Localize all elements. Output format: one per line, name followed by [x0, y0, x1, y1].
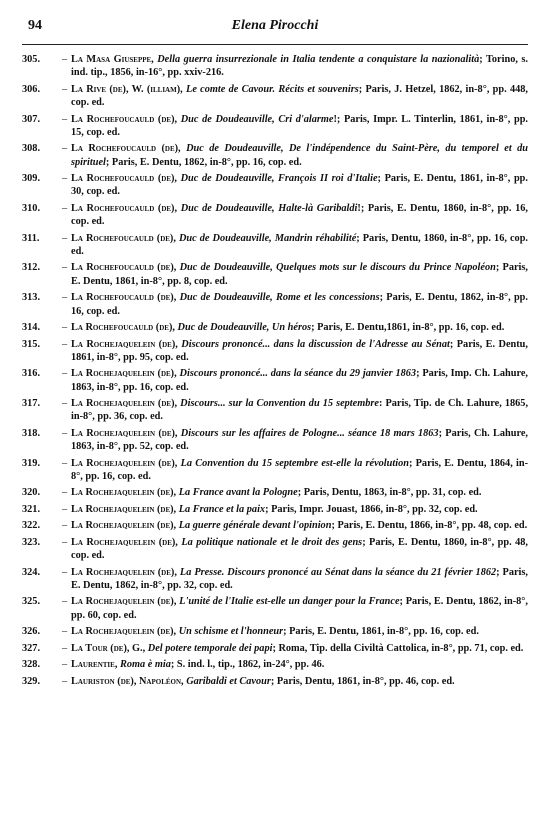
entry-number: 307.: [22, 113, 41, 125]
entry-title: L'unité de l'Italie est-elle un danger pour la France: [179, 596, 400, 608]
bibliography-entry: [22, 536, 528, 563]
entry-number: 315.: [22, 338, 41, 350]
bibliography-entry: [22, 427, 528, 454]
entry-dash: –: [62, 173, 68, 185]
entry-publication: ; Roma, Tip. della Civiltà Cattolica, in-8°, pp. 71, cop. ed.: [272, 642, 524, 654]
bibliography-entry: [22, 338, 528, 365]
entry-dash: –: [62, 368, 68, 380]
entry-dash: –: [62, 520, 68, 532]
entry-publication: ; Paris, E. Dentu, 1862, in-8°, pp. 60, cop. ed.: [71, 596, 528, 621]
entry-author: La Rochejaquelein (de),: [71, 338, 178, 350]
entry-number: 310.: [22, 202, 41, 214]
entry-publication: !; Paris, E. Dentu, 1860, in-8°, pp. 16, cop. ed.: [71, 202, 528, 228]
entry-number: 320.: [22, 487, 41, 499]
entry-author: La Rochefoucauld (de),: [71, 202, 178, 214]
entry-author: La Rochejaquelein (de),: [71, 566, 177, 578]
entry-author: La Rochejaquelein (de),: [71, 487, 177, 499]
entry-author: La Rochefoucauld (de),: [71, 113, 178, 125]
entry-number: 312.: [22, 262, 41, 274]
entry-publication: ; Paris, E. Dentu, 1862, in-8°, pp. 32, cop. ed.: [71, 566, 528, 591]
entry-title: Garibaldi et Cavour: [186, 675, 271, 687]
entry-title: Duc de Doudeauville, Cri d'alarme: [180, 113, 334, 125]
entry-title: Discours prononcé... dans la séance du 29 janvier 1863: [179, 368, 417, 380]
entry-author: La Rochejaquelein (de),: [71, 626, 177, 638]
bibliography-entry: [22, 625, 528, 638]
entry-dash: –: [62, 566, 68, 578]
entry-text: [71, 202, 528, 229]
entry-publication: ; Paris, Dentu, 1863, in-8°, pp. 31, cop. ed.: [297, 487, 482, 499]
entry-author: La Rochefoucauld (de),: [71, 173, 177, 185]
entry-author: La Rochefoucauld (de),: [71, 232, 176, 244]
entry-publication: ; Paris, J. Hetzel, 1862, in-8°, pp. 448, cop. ed.: [71, 83, 529, 109]
entry-author: La Rochefoucauld (de),: [71, 292, 177, 304]
entry-dash: –: [62, 232, 68, 244]
bibliography-entry: [22, 142, 528, 169]
entry-text: [71, 427, 528, 454]
entry-author: La Tour (de), G.,: [71, 642, 146, 654]
entry-dash: –: [62, 338, 68, 350]
entry-title: La guerre générale devant l'opinion: [178, 520, 332, 532]
entry-publication: ; Paris, E. Dentu, 1862, in-8°, pp. 16, cop. ed.: [71, 292, 528, 317]
bibliography-entry: [22, 291, 528, 318]
entry-author: Lauriston (de), Napoléon,: [71, 675, 184, 687]
entry-dash: –: [62, 398, 68, 410]
entry-number: 329.: [22, 675, 41, 687]
entry-text: [71, 261, 528, 288]
running-title: Elena Pirocchi: [231, 18, 319, 33]
entry-number: 324.: [22, 566, 41, 578]
entry-number: 323.: [22, 536, 41, 548]
entry-author: La Rochejaquelein (de),: [71, 368, 177, 380]
entry-text: [71, 321, 528, 334]
entry-title: Duc de Doudeauville, Halte-là Garibaldi: [180, 202, 358, 214]
entry-dash: –: [62, 503, 68, 515]
entry-dash: –: [62, 536, 68, 548]
entry-publication: ; Paris, E. Dentu, 1864, in-8°, pp. 16, cop. ed.: [71, 457, 529, 482]
entry-publication: ; Paris, E. Dentu, 1866, in-8°, pp. 48, cop. ed.: [331, 520, 528, 532]
entry-dash: –: [62, 675, 68, 687]
entry-number: 325.: [22, 596, 41, 608]
entry-dash: –: [62, 322, 68, 334]
entry-title: Discours... sur la Convention du 15 septembre: [180, 398, 379, 410]
page-header: [22, 18, 528, 40]
entry-number: 311.: [22, 232, 40, 244]
entry-publication: ; Paris, E. Dentu, 1861, in-8°, pp. 95, cop. ed.: [71, 338, 528, 363]
bibliography-entry: [22, 519, 528, 532]
entry-text: [71, 291, 528, 318]
entry-dash: –: [62, 292, 68, 304]
entry-title: Della guerra insurrezionale in Italia tendente a conquistare la nazionalità: [157, 54, 480, 65]
entry-title: Un schisme et l'honneur: [178, 626, 284, 638]
entry-author: Laurentie,: [71, 659, 118, 671]
entry-dash: –: [62, 113, 68, 125]
entry-title: Discours prononcé... dans la discussion de l'Adresse au Sénat: [181, 338, 450, 350]
entry-text: [71, 658, 528, 671]
entry-dash: –: [62, 427, 68, 439]
entry-title: La Convention du 15 septembre est-elle la révolution: [180, 457, 409, 469]
entry-text: [71, 675, 528, 688]
entry-text: [71, 519, 528, 532]
entry-publication: ; Paris, E. Dentu,1861, in-8°, pp. 16, cop. ed.: [311, 322, 505, 334]
entry-author: La Rive (de), W. (illiam),: [71, 83, 183, 95]
entry-title: Le comte de Cavour. Récits et souvenirs: [186, 83, 359, 95]
entry-author: La Rochejaquelein (de),: [71, 520, 177, 532]
bibliography-entry: [22, 172, 528, 199]
entry-text: [71, 367, 528, 394]
entry-text: [71, 232, 528, 259]
entry-title: Duc de Doudeauville, De l'indépendence du Saint-Père, du temporel et du spirituel: [71, 143, 528, 168]
entry-text: [71, 83, 528, 110]
entry-text: [71, 566, 528, 593]
entry-text: [71, 142, 528, 169]
entry-number: 309.: [22, 173, 41, 185]
page-number: 94: [28, 18, 42, 33]
entry-text: [71, 457, 528, 484]
entry-text: [71, 642, 528, 655]
entry-title: Roma è mia: [119, 659, 171, 671]
bibliography-entry: [22, 261, 528, 288]
entry-text: [71, 397, 528, 424]
entry-number: 316.: [22, 368, 41, 380]
entry-publication: ; S. ind. l., tip., 1862, in-24°, pp. 46.: [170, 659, 325, 671]
entry-dash: –: [62, 457, 68, 469]
entry-author: La Rochefoucauld (de),: [71, 262, 177, 274]
entry-dash: –: [62, 659, 68, 671]
entry-author: La Rochejaquelein (de),: [71, 596, 177, 608]
entry-number: 319.: [22, 457, 41, 469]
entry-publication: ; Torino, s. ind. tip., 1856, in-16°, pp. xxiv-216.: [71, 54, 528, 79]
entry-author: La Rochejaquelein (de),: [71, 398, 178, 410]
entry-dash: –: [62, 202, 68, 214]
entry-dash: –: [62, 262, 68, 274]
entry-dash: –: [62, 626, 68, 638]
entry-dash: –: [62, 596, 68, 608]
entry-author: La Rochejaquelein (de),: [71, 536, 178, 548]
bibliography-entry: [22, 457, 528, 484]
bibliography-entry: [22, 321, 528, 334]
entry-dash: –: [62, 83, 68, 95]
entry-number: 306.: [22, 83, 41, 95]
entry-title: Duc de Doudeauville, Mandrin réhabilité: [178, 232, 357, 244]
entry-author: La Rochejaquelein (de),: [71, 427, 178, 439]
entry-publication: ; Paris, Imp. Ch. Lahure, 1863, in-8°, pp. 16, cop. ed.: [71, 368, 528, 393]
entry-title: La France avant la Pologne: [178, 487, 298, 499]
entry-number: 322.: [22, 520, 41, 532]
entry-author: La Masa Giuseppe,: [71, 54, 154, 65]
entry-publication: ; Paris, Dentu, 1861, in-8°, pp. 46, cop. ed.: [270, 675, 455, 687]
entry-author: La Rochefoucauld (de),: [71, 143, 181, 155]
bibliography-entry: [22, 367, 528, 394]
entry-publication: ; Paris, Dentu, 1860, in-8°, pp. 16, cop. ed.: [71, 232, 528, 257]
entry-number: 305.: [22, 54, 41, 65]
entry-text: [71, 53, 528, 80]
entry-title: La politique nationale et le droit des gens: [181, 536, 363, 548]
entry-number: 327.: [22, 642, 41, 654]
entry-text: [71, 625, 528, 638]
entry-number: 318.: [22, 427, 41, 439]
entry-title: Duc de Doudeauville, Quelques mots sur le discours du Prince Napoléon: [179, 262, 496, 274]
entry-text: [71, 536, 528, 563]
entry-number: 314.: [22, 322, 41, 334]
entry-number: 321.: [22, 503, 41, 515]
bibliography-entry: [22, 232, 528, 259]
entry-text: [71, 338, 528, 365]
entry-dash: –: [62, 642, 68, 654]
entry-author: La Rochejaquelein (de),: [71, 457, 178, 469]
entry-text: [71, 595, 528, 622]
entry-number: 328.: [22, 659, 41, 671]
entry-title: La Presse. Discours prononcé au Sénat dans la séance du 21 février 1862: [179, 566, 497, 578]
entry-author: La Rochefoucauld (de),: [71, 322, 175, 334]
entry-text: [71, 172, 528, 199]
entry-author: La Rochejaquelein (de),: [71, 503, 177, 515]
entry-publication: ; Paris, Impr. Jouast, 1866, in-8°, pp. 32, cop. ed.: [265, 503, 478, 515]
header-rule: [22, 44, 528, 45]
entry-publication: ; Paris, E. Dentu, 1862, in-8°, pp. 16, cop. ed.: [105, 156, 302, 168]
bibliography-entry: [22, 83, 528, 110]
entry-text: [71, 503, 528, 516]
bibliography-entry: [22, 566, 528, 593]
bibliography-entry: [22, 113, 528, 140]
bibliography-entry: [22, 486, 528, 499]
entry-title: La France et la paix: [178, 503, 266, 515]
bibliography-entry: [22, 675, 528, 688]
entry-dash: –: [62, 143, 68, 155]
entry-text: [71, 486, 528, 499]
bibliography-entry: [22, 503, 528, 516]
bibliography-entry: [22, 658, 528, 671]
bibliography-entry: [22, 595, 528, 622]
entry-title: Duc de Doudeauville, Un héros: [177, 322, 312, 334]
bibliography-list: [22, 53, 528, 688]
bibliography-entry: [22, 202, 528, 229]
entry-publication: !; Paris, Impr. L. Tinterlin, 1861, in-8°, pp. 15, cop. ed.: [71, 113, 528, 138]
bibliography-entry: [22, 642, 528, 655]
entry-title: Del potere temporale dei papi: [147, 642, 273, 654]
entry-number: 308.: [22, 143, 41, 155]
entry-publication: ; Paris, E. Dentu, 1861, in-8°, pp. 8, cop. ed.: [71, 262, 528, 287]
entry-publication: ; Paris, E. Dentu, 1860, in-8°, pp. 48, cop. ed.: [71, 536, 529, 562]
entry-title: Duc de Doudeauville, Rome et les concessions: [179, 292, 380, 304]
entry-number: 317.: [22, 398, 41, 410]
entry-number: 326.: [22, 626, 41, 638]
entry-number: 313.: [22, 292, 41, 304]
entry-publication: : Paris, Tip. de Ch. Lahure, 1865, in-8°, pp. 36, cop. ed.: [71, 398, 529, 423]
entry-publication: ; Paris, E. Dentu, 1861, in-8°, pp. 16, cop. ed.: [283, 626, 479, 638]
entry-dash: –: [62, 54, 68, 65]
entry-publication: ; Paris, Ch. Lahure, 1863, in-8°, pp. 52, cop. ed.: [71, 427, 529, 453]
bibliography-entry: [22, 53, 528, 80]
entry-text: [71, 113, 528, 140]
entry-title: Duc de Doudeauville, François II roi d'Italie: [180, 173, 378, 185]
entry-dash: –: [62, 487, 68, 499]
entry-title: Discours sur les affaires de Pologne... séance 18 mars 1863: [180, 427, 439, 439]
entry-publication: ; Paris, E. Dentu, 1861, in-8°, pp. 30, cop. ed.: [71, 173, 528, 198]
bibliography-entry: [22, 397, 528, 424]
